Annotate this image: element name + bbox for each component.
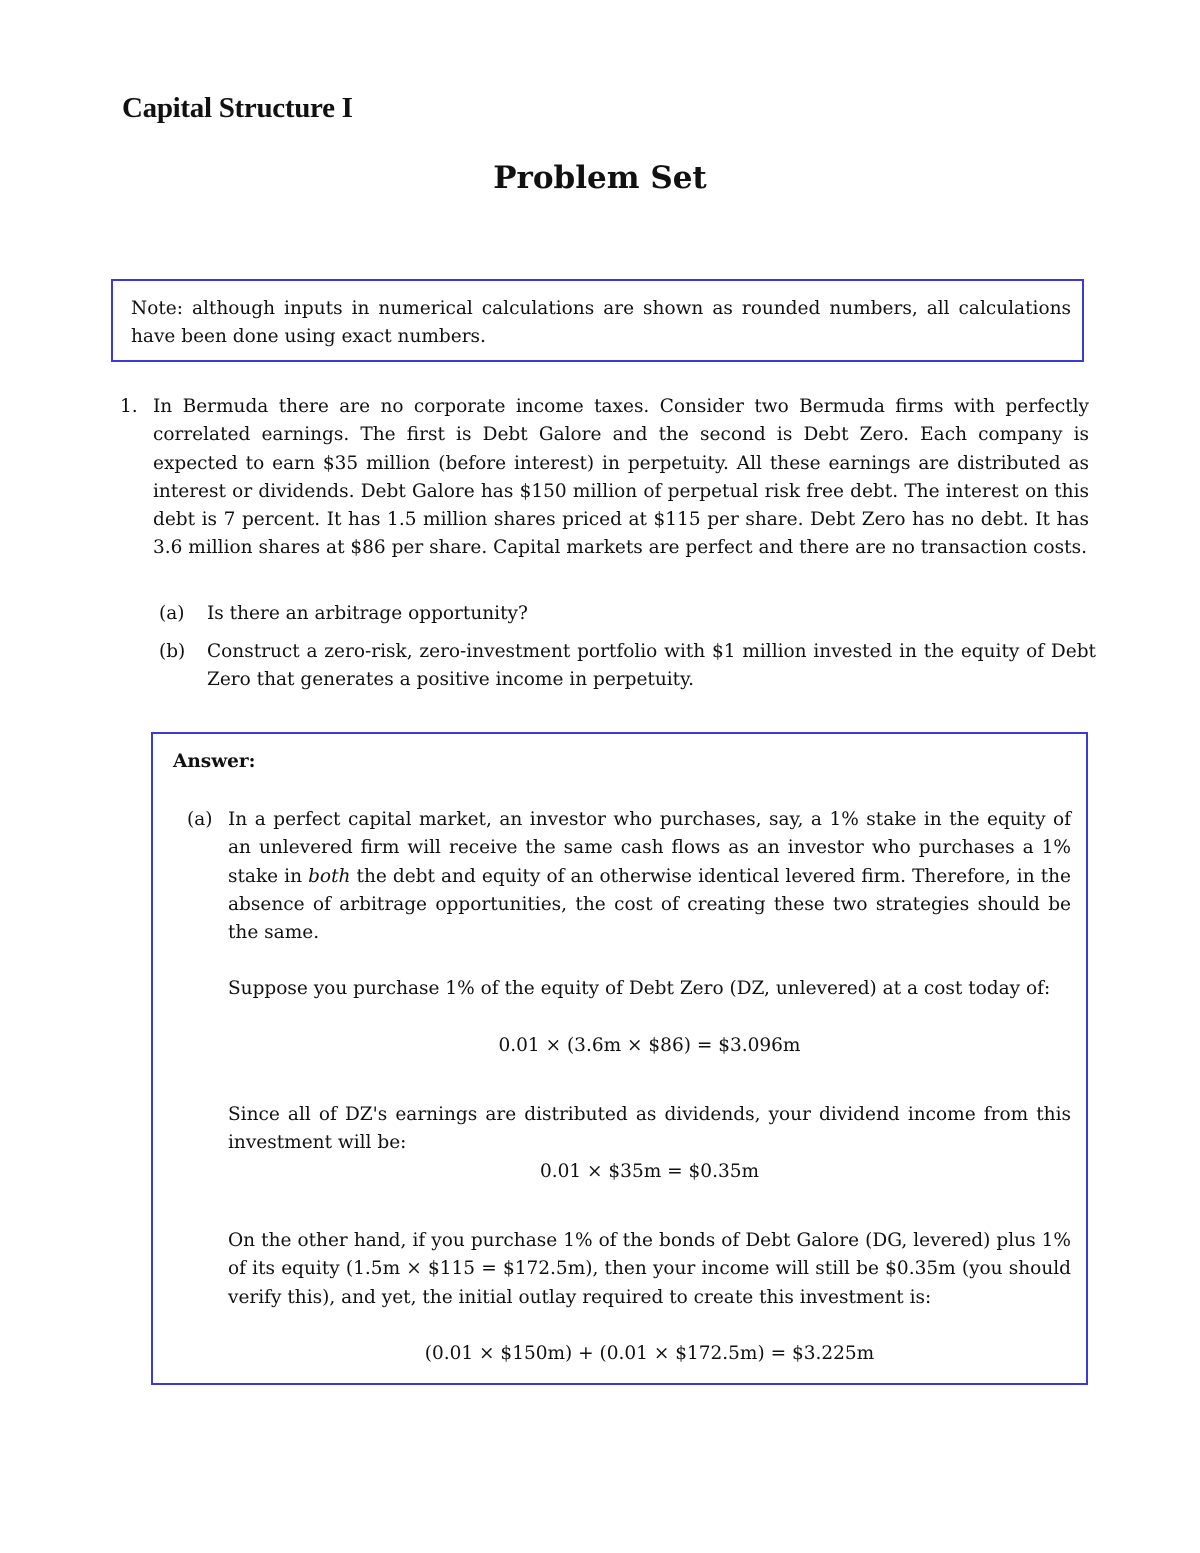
equation-2: 0.01 × $35m = $0.35m: [539, 1161, 760, 1182]
answer-paragraph-1-end: the debt and equity of an otherwise identical levered firm. Therefore, in the absence of arbitrage opportunities, the cost of creating these two strategies should be the same.: [228, 865, 1071, 944]
answer-heading: Answer:: [173, 751, 256, 772]
subquestion-label: (b): [159, 641, 186, 662]
problem-number: 1.: [120, 396, 138, 417]
note-text: Note: although inputs in numerical calculations are shown as rounded numbers, all calculations have been done using exact numbers.: [131, 298, 1071, 347]
page-title: Problem Set: [493, 160, 707, 196]
equation-1: 0.01 × (3.6m × $86) = $3.096m: [498, 1035, 801, 1056]
subquestion-label: (a): [159, 603, 185, 624]
course-title: Capital Structure I: [122, 92, 353, 124]
answer-box: [151, 732, 1088, 1385]
note-box: [111, 279, 1084, 362]
answer-paragraph-1-emphasis: both: [308, 865, 351, 887]
equation-3: (0.01 × $150m) + (0.01 × $172.5m) = $3.225m: [424, 1343, 875, 1364]
answer-paragraph-2: Suppose you purchase 1% of the equity of Debt Zero (DZ, unlevered) at a cost today of:: [228, 978, 1051, 999]
subquestion-text: Is there an arbitrage opportunity?: [207, 603, 528, 624]
answer-paragraph-3: Since all of DZ's earnings are distributed as dividends, your dividend income from this investment will be:: [228, 1104, 1071, 1154]
answer-paragraph-1-start: In a perfect capital market, an investor who purchases, say, a 1% stake in the equity of an unlevered firm will receive the same cash flows as an investor who purchases a 1% stake in: [228, 809, 1071, 887]
subquestion-text: Construct a zero-risk, zero-investment portfolio with $1 million invested in the equity of Debt Zero that generates a positive income in perpetuity.: [207, 641, 1096, 691]
problem-statement: In Bermuda there are no corporate income taxes. Consider two Bermuda firms with perfectly correlated earnings. The first is Debt Galore and the second is Debt Zero. Each company is expected to earn $35 million (before interest) in perpetuity. All these earnings are distributed as interest or dividends. Debt Galore has $150 million of perpetual risk free debt. The interest on this debt is 7 percent. It has 1.5 million shares priced at $115 per share. Debt Zero has no debt. It has 3.6 million shares at $86 per share. Capital markets are perfect and there are no transaction costs.: [153, 396, 1089, 559]
answer-paragraph-4: On the other hand, if you purchase 1% of the bonds of Debt Galore (DG, levered) plus 1% of its equity (1.5m × $115 = $172.5m), then your income will still be $0.35m (you should verify this), and yet, the initial outlay required to create this investment is:: [228, 1230, 1071, 1308]
answer-part-label: (a): [187, 809, 213, 830]
answer-paragraph-1: [228, 806, 1071, 947]
